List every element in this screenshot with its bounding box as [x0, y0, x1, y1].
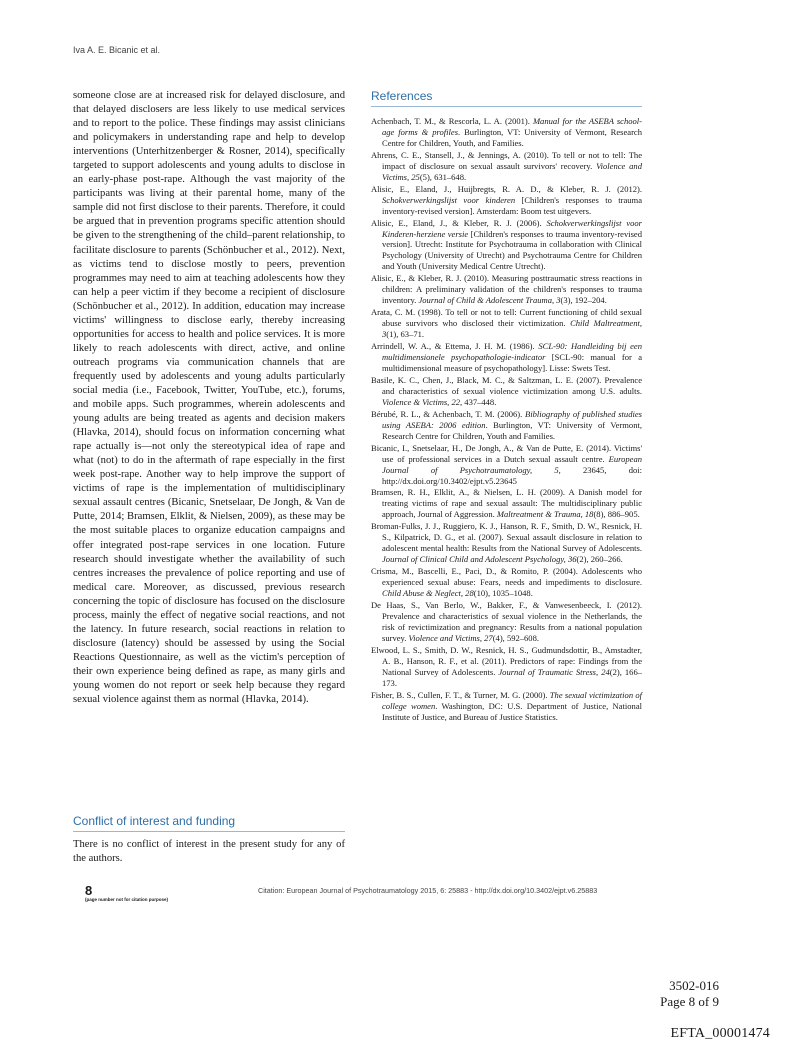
- reference-details: [SCL-90: manual for a multidimensional measure of psychopathology]. Lisse: Swets Test.: [382, 352, 642, 373]
- reference-details: (2), 166–173.: [382, 666, 642, 688]
- reference-text: Crisma, M., Bascelli, E., Paci, D., & Romito, P. (2004). Adolescents who experienced sexual abuse: Fears, needs and impediments to disclosure.: [371, 566, 642, 588]
- reference-details: , 23645, doi: http://dx.doi.org/10.3402/ejpt.v5.23645: [382, 464, 642, 486]
- running-head: Iva A. E. Bicanic et al.: [73, 45, 161, 55]
- footer-page-note: (page number not for citation purpose): [85, 897, 168, 902]
- reference-source: Journal of Traumatic Stress, 24: [498, 666, 610, 677]
- page-of-count: Page 8 of 9: [660, 994, 719, 1009]
- reference-source: Journal of Clinical Child and Adolescent Psychology, 36: [382, 554, 577, 565]
- reference-source: SCL-90: Handleiding bij een multidimensionele psychopathologie-indicator: [382, 341, 642, 363]
- reference-details: (3), 192–204.: [560, 295, 607, 306]
- references-column: [371, 89, 642, 723]
- reference-details: (2), 260–266.: [576, 554, 623, 565]
- conflict-text: There is no conflict of interest in the present study for any of the authors.: [73, 839, 345, 865]
- reference-item: [371, 341, 642, 374]
- reference-item: [371, 690, 642, 723]
- footer-page-number: 8: [85, 883, 93, 898]
- reference-item: [371, 184, 642, 217]
- reference-item: [371, 375, 642, 408]
- reference-source: Journal of Child & Adolescent Trauma, 3: [418, 295, 561, 306]
- reference-source: Violence and Victims, 27: [408, 632, 493, 643]
- reference-text: Achenbach, T. M., & Rescorla, L. A. (2001).: [371, 116, 533, 126]
- reference-item: [371, 116, 642, 149]
- reference-item: [371, 150, 642, 183]
- reference-details: (5), 631–648.: [419, 171, 467, 182]
- reference-item: [371, 409, 642, 442]
- reference-details: . Burlington, VT: University of Vermont, Research Centre for Children, Youth, and Families.: [382, 126, 642, 148]
- body-paragraph: someone close are at increased risk for delayed disclosure, and that delayed disclosers are less likely to use medical services and to report to the police. These findings may assist clinicians and policymakers in understanding rape and help to develop interventions (Unterhitzenberger & Rosner, 2014), specifically targeted to support adolescents and young adults to disclose in an early-phase post-rape. Although the vast majority of the participants was living at their parental home, many of the sample did not first disclose to their parents. Therefore, it could be argued that in prevention programs specific attention should be given to the strengthening of the child–parent relationship, to facilitate disclosure to parents (Schönbucher et al., 2012). Next, as victims tend to disclose mostly to peers, prevention programmes may need to aim at teaching adolescents how they can help a peer victim if they become a recipient of disclosure (Schönbucher et al., 2012). In addition, education may increase victims' willingness to disclose early, thereby increasing opportunities for access to health and police services. It is more likely to reach adolescents with direct, active, and online outreach programs via communication channels that are frequently used by adolescents and young adults particularly social media (i.e., Facebook, Twitter, YouTube, etc.), forums, and mobile apps. Such programmes, wherein adolescents and young adults are being treated as agents and decision makers (Hlavka, 2014), should focus on information concerning what rape actually is—not only the stereotypical idea of rape and what (not) to do in the aftermath of rape especially in the first week post-rape. Another way to help improve the support of victims of rape is the implementation of multidisciplinary sexual assault centres (Bicanic, Snetselaar, De Jongh, & Van de Putte, 2014; Bramsen, Elklit, & Nielsen, 2009), as these may be the most suitable places to organize education campaigns and offer integrated post-rape services in one location. Future research should investigate whether the availability of such centres increases the prevalence of police reporting and use of medical care. Moreover, as discussed, previous research concerning the topic of disclosure has focused on the disclosure process, mainly the effect of negative social reactions, and not the latency. In future research, social reactions in relation to disclosure (latency) should be assessed by using the Social Reactions Questionnaire, as well as the victim's perception of their own experience being defined as rape, as many girls and young women do not report or seek help because they regard sexual violence against them as normal (Hlavka, 2014).: [73, 90, 345, 706]
- reference-text: Alisic, E., Eland, J., & Kleber, R. J. (2006).: [371, 217, 547, 228]
- reference-details: . Washington, DC: U.S. Department of Justice, National Institute of Justice, and Bureau of Justice Statistics.: [382, 700, 642, 722]
- reference-source: European Journal of Psychotraumatology, 5: [382, 453, 642, 475]
- reference-details: [Children's responses to trauma inventory-revised version]. Amsterdam: Boom test uitgevers.: [382, 194, 642, 216]
- reference-text: Bramsen, R. H., Elklit, A., & Nielsen, L. H. (2009). A Danish model for treating victims of rape and sexual assault: The multidisciplinary public approach, Journal of Aggression.: [371, 487, 642, 520]
- reference-text: Alisic, E., Eland, J., Huijbregts, R. A. D., & Kleber, R. J. (2012).: [371, 183, 642, 194]
- reference-text: Arrindell, W. A., & Ettema, J. H. M. (1986).: [371, 341, 539, 352]
- reference-source: Child Abuse & Neglect, 28: [382, 588, 474, 599]
- reference-text: Bérubé, R. L., & Achenbach, T. M. (2006).: [371, 408, 526, 419]
- reference-item: [371, 645, 642, 689]
- reference-item: [371, 273, 642, 306]
- reference-item: [371, 218, 642, 273]
- reference-list: [371, 116, 642, 722]
- references-heading: References: [371, 89, 642, 107]
- reference-source: Bibliography of published studies using ASEBA: 2006 edition: [382, 408, 642, 430]
- reference-details: (1), 63–71.: [386, 329, 425, 340]
- reference-details: (8), 886–905.: [593, 509, 640, 520]
- reference-text: Basile, K. C., Chen, J., Black, M. C., & Saltzman, L. E. (2007). Prevalence and characteristics of sexual violence victimization among U.S. adults.: [371, 374, 642, 396]
- reference-text: De Haas, S., Van Berlo, W., Bakker, F., & Vanwesenbeeck, I. (2012). Prevalence and characteristics of sexual violence in the Netherlands, the risk of revictimization and pregnancy: Results from a national population survey.: [371, 599, 642, 643]
- body-column-left: [73, 89, 345, 707]
- reference-source: Schokverwerkingslijst voor Kinderen-herziene versie: [382, 217, 642, 239]
- reference-source: Violence and Victims, 25: [382, 160, 642, 182]
- reference-details: , 437–448.: [460, 396, 497, 407]
- reference-text: Bicanic, I., Snetselaar, H., De Jongh, A., & Van de Putte, E. (2014). Victims' use of professional services in a Dutch sexual assault centre.: [371, 442, 642, 464]
- footer-citation: Citation: European Journal of Psychotraumatology 2015, 6: 25883 - http://dx.doi.org/10.3402/ejpt.v6.25883: [258, 886, 598, 895]
- document-code: 3502-016: [669, 978, 719, 993]
- reference-details: [Children's responses to trauma inventory-revised version]. Utrecht: Institute for Psychotrauma in collaboration with Clinical Psychology (University of Utrecht) and Psychotrauma Centre for Children and Youth (University Medical Centre Utrecht).: [382, 228, 642, 272]
- reference-text: Broman-Fulks, J. J., Ruggiero, K. J., Hanson, R. F., Smith, D. W., Resnick, H. S., Kilpatrick, D. G., et al. (2007). Sexual assault disclosure in relation to adolescent mental health: Results from the National Survey of Adolescents.: [371, 521, 642, 554]
- reference-item: [371, 443, 642, 487]
- reference-item: [371, 521, 642, 565]
- reference-item: [371, 566, 642, 599]
- reference-source: Manual for the ASEBA school-age forms & profiles: [382, 116, 643, 137]
- reference-text: Fisher, B. S., Cullen, F. T., & Turner, M. G. (2000).: [371, 689, 550, 700]
- efta-stamp: EFTA_00001474: [670, 1026, 770, 1041]
- reference-text: Ahrens, C. E., Stansell, J., & Jennings, A. (2010). To tell or not to tell: The impact of disclosure on sexual assault survivors' recovery.: [371, 149, 642, 171]
- reference-source: The sexual victimization of college women: [382, 689, 642, 711]
- reference-source: Schokverwerkingslijst voor kinderen: [382, 194, 516, 205]
- reference-text: Alisic, E., & Kleber, R. J. (2010). Measuring posttraumatic stress reactions in children: A preliminary validation of the children's responses to trauma inventory.: [371, 273, 642, 306]
- reference-source: Violence & Victims, 22: [382, 396, 461, 407]
- conflict-heading: Conflict of interest and funding: [73, 814, 345, 832]
- reference-source: Maltreatment & Trauma, 18: [496, 509, 594, 520]
- reference-details: . Burlington, VT: University of Vermont, Research Centre for Children, Youth and Families.: [382, 419, 642, 441]
- reference-item: [371, 487, 642, 520]
- reference-source: Child Maltreatment, 3: [382, 318, 642, 340]
- reference-details: (10), 1035–1048.: [473, 588, 533, 599]
- reference-item: [371, 307, 642, 340]
- reference-text: Elwood, L. S., Smith, D. W., Resnick, H. S., Gudmundsdottir, B., Amstadter, A. B., Hanson, R. F., et al. (2011). Predictors of rape: Findings from the National Survey of Adolescents.: [371, 644, 642, 677]
- reference-details: (4), 592–608.: [492, 632, 539, 643]
- reference-item: [371, 600, 642, 644]
- reference-text: Arata, C. M. (1998). To tell or not to tell: Current functioning of child sexual abuse survivors who disclosed their victimization.: [371, 307, 642, 329]
